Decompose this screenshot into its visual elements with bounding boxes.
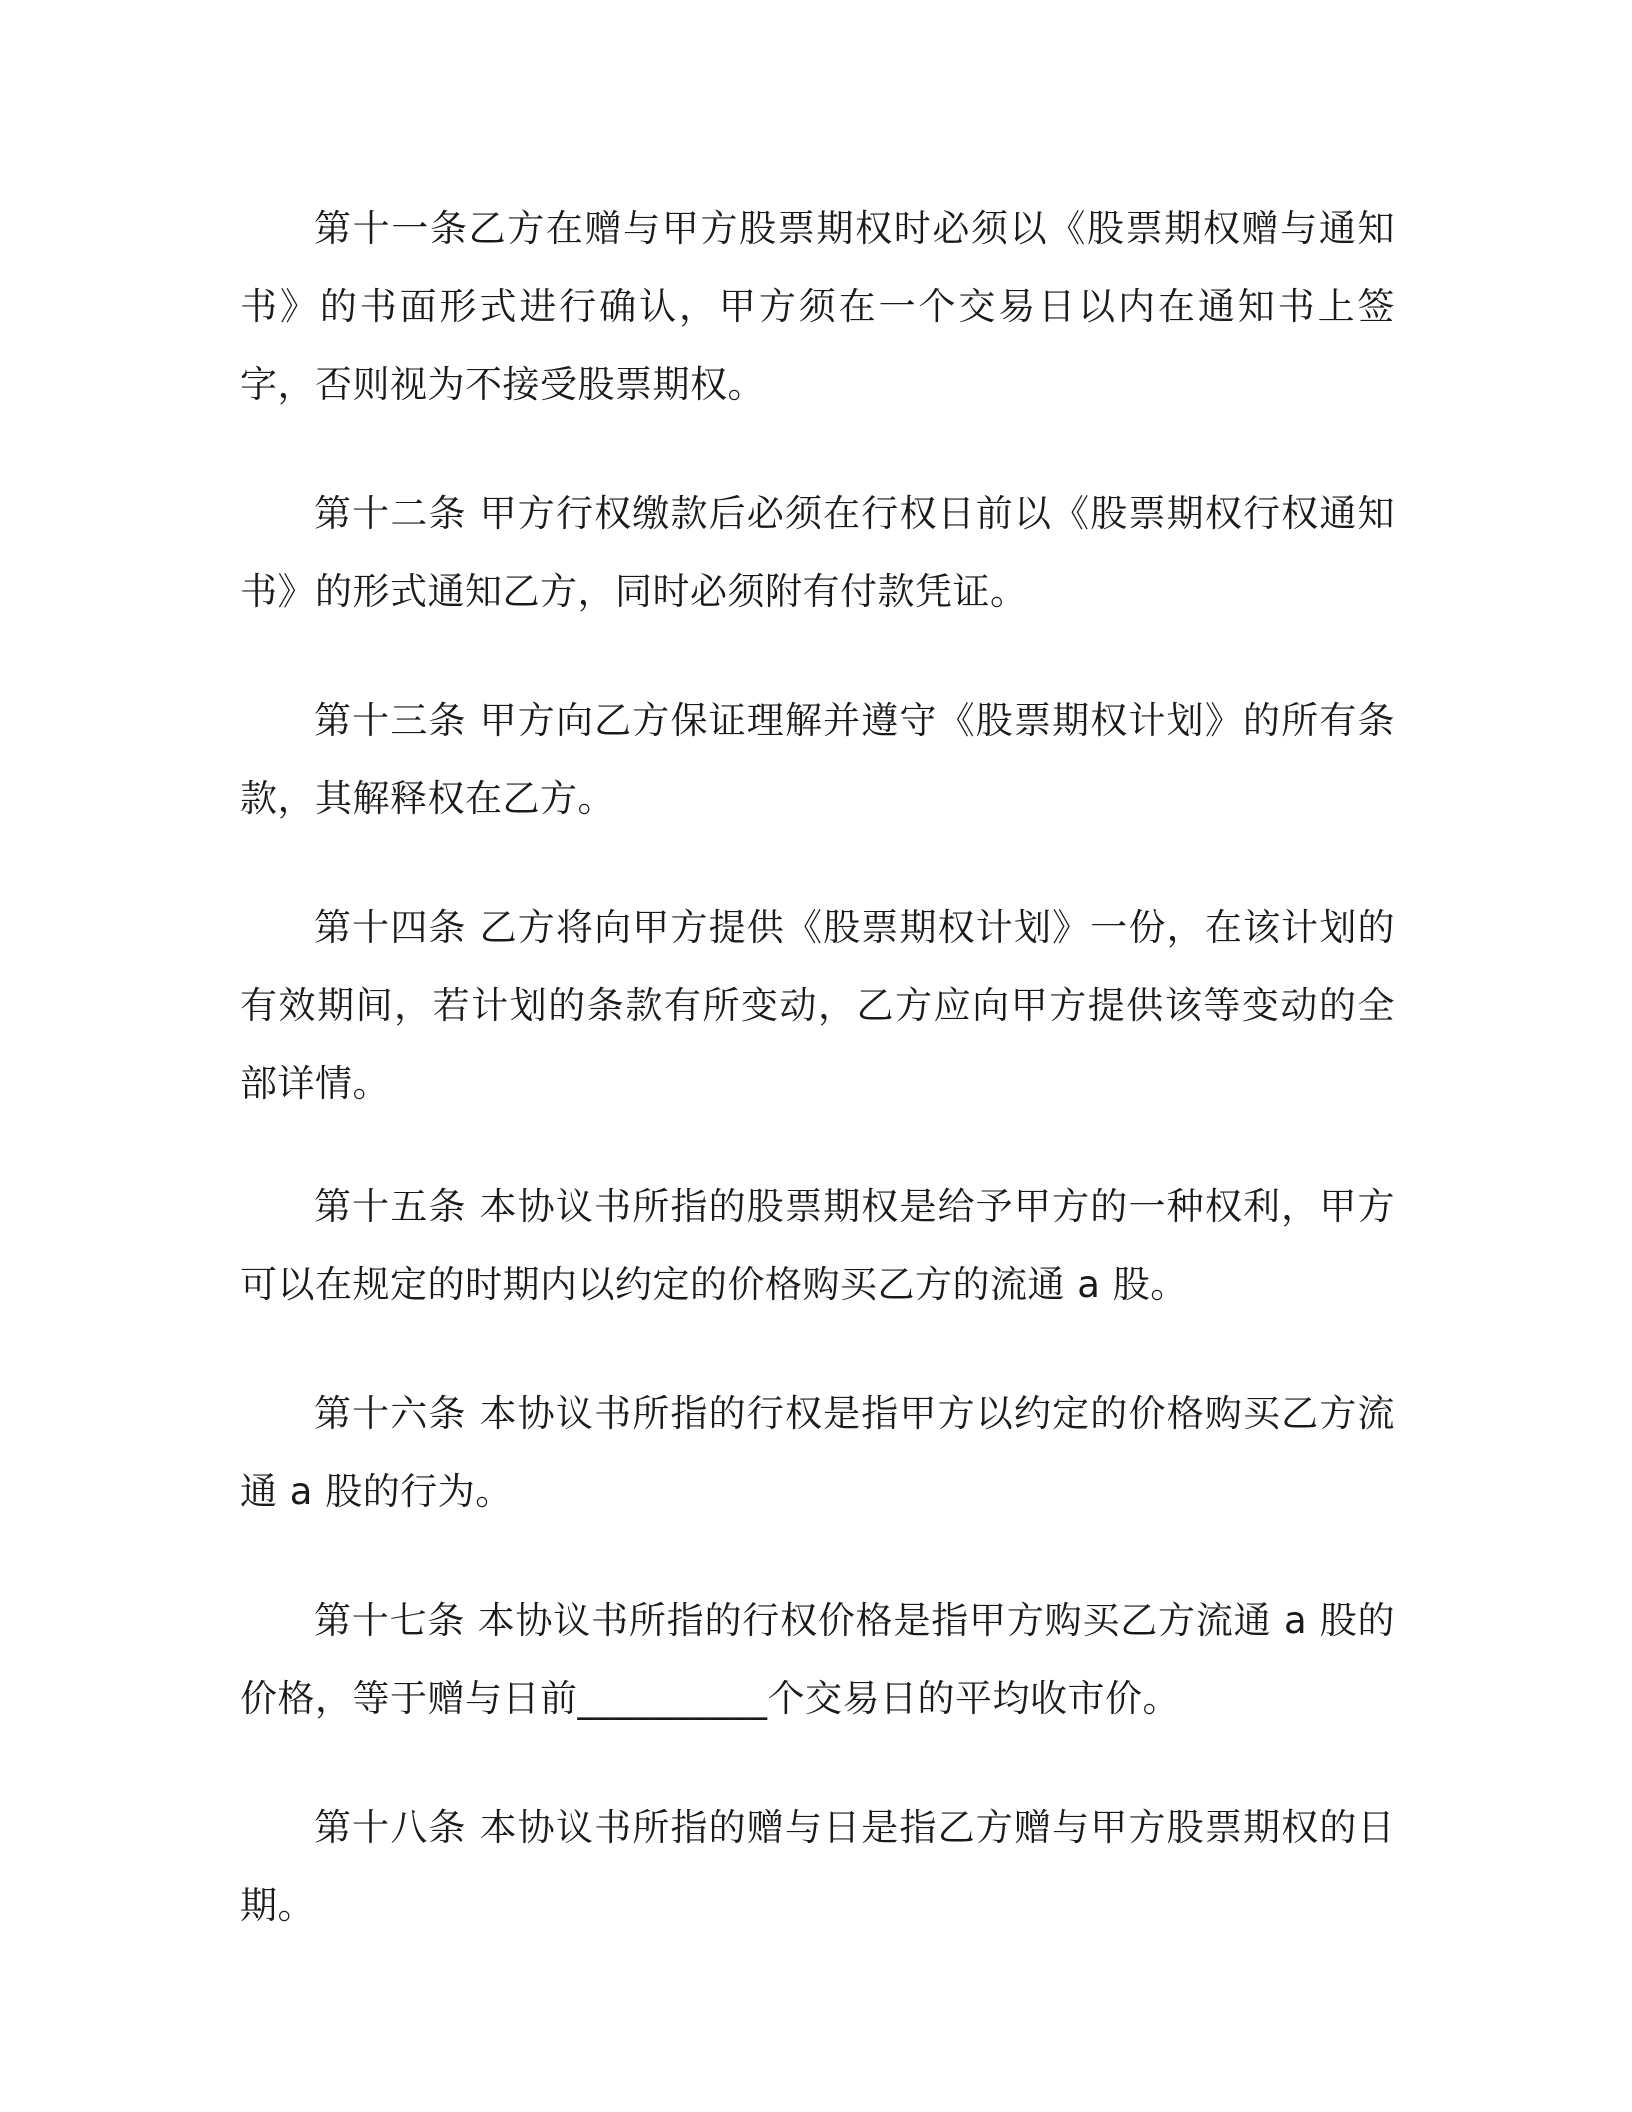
- article-17: [240, 1582, 1395, 1738]
- article-17-text-before: 第十七条 本协议书所指的行权价格是指甲方购买乙方流通 a 股的价格，等于赠与日前: [240, 1599, 1395, 1720]
- article-17-text-after: 个交易日的平均收市价。: [767, 1677, 1180, 1720]
- article-13: 第十三条 甲方向乙方保证理解并遵守《股票期权计划》的所有条款，其解释权在乙方。: [240, 699, 1395, 820]
- article-14: 第十四条 乙方将向甲方提供《股票期权计划》一份，在该计划的有效期间，若计划的条款有所变动，乙方应向甲方提供该等变动的全部详情。: [240, 906, 1395, 1105]
- article-16: 第十六条 本协议书所指的行权是指甲方以约定的价格购买乙方流通 a 股的行为。: [240, 1392, 1395, 1513]
- fill-in-blank: __________: [577, 1677, 768, 1720]
- article-18: 第十八条 本协议书所指的赠与日是指乙方赠与甲方股票期权的日期。: [240, 1806, 1395, 1927]
- article-12: 第十二条 甲方行权缴款后必须在行权日前以《股票期权行权通知书》的形式通知乙方，同时必须附有付款凭证。: [240, 492, 1395, 613]
- document-body: [240, 190, 1395, 1996]
- article-15: 第十五条 本协议书所指的股票期权是给予甲方的一种权利，甲方可以在规定的时期内以约定的价格购买乙方的流通 a 股。: [240, 1185, 1395, 1306]
- article-11: 第十一条乙方在赠与甲方股票期权时必须以《股票期权赠与通知书》的书面形式进行确认，甲方须在一个交易日以内在通知书上签字，否则视为不接受股票期权。: [240, 207, 1395, 406]
